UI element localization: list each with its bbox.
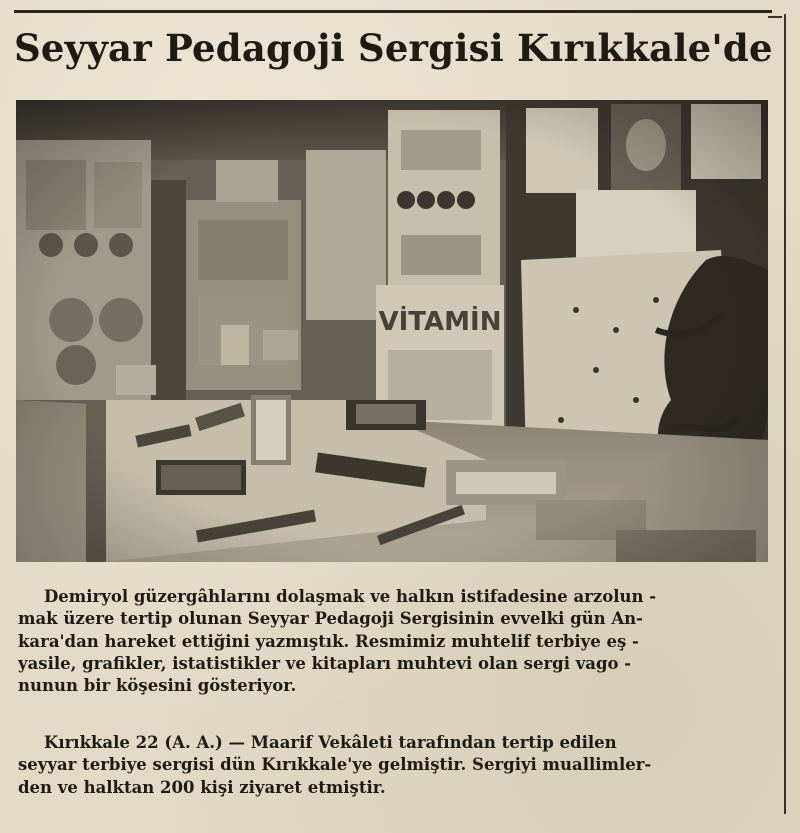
- photo-caption: [18, 586, 768, 697]
- caption-line: mak üzere tertip olunan Seyyar Pedagoji Sergisinin evvelki gün An-: [18, 609, 644, 629]
- caption-line: nunun bir köşesini gösteriyor.: [18, 676, 297, 696]
- news-line: seyyar terbiye sergisi dün Kırıkkale'ye gelmiştir. Sergiyi muallimler-: [18, 755, 652, 775]
- news-line: Kırıkkale 22 (A. A.) — Maarif Vekâleti tarafından tertip edilen: [44, 733, 617, 752]
- news-line: den ve halktan 200 kişi ziyaret etmiştir.: [18, 777, 386, 797]
- headline: Seyyar Pedagoji Sergisi Kırıkkale'de: [14, 26, 773, 70]
- column-rule: [784, 14, 786, 814]
- column-tick: [768, 16, 782, 18]
- caption-line: Demiryol güzergâhlarını dolaşmak ve halkın istifadesine arzolun -: [44, 587, 657, 606]
- caption-line: yasile, grafikler, istatistikler ve kitapları muhtevi olan sergi vago -: [18, 653, 632, 673]
- top-rule: [14, 10, 772, 13]
- news-paragraph: [18, 732, 768, 799]
- exhibition-photo: [16, 100, 768, 562]
- caption-line: kara'dan hareket ettiğini yazmıştık. Resmimiz muhtelif terbiye eş -: [18, 631, 639, 651]
